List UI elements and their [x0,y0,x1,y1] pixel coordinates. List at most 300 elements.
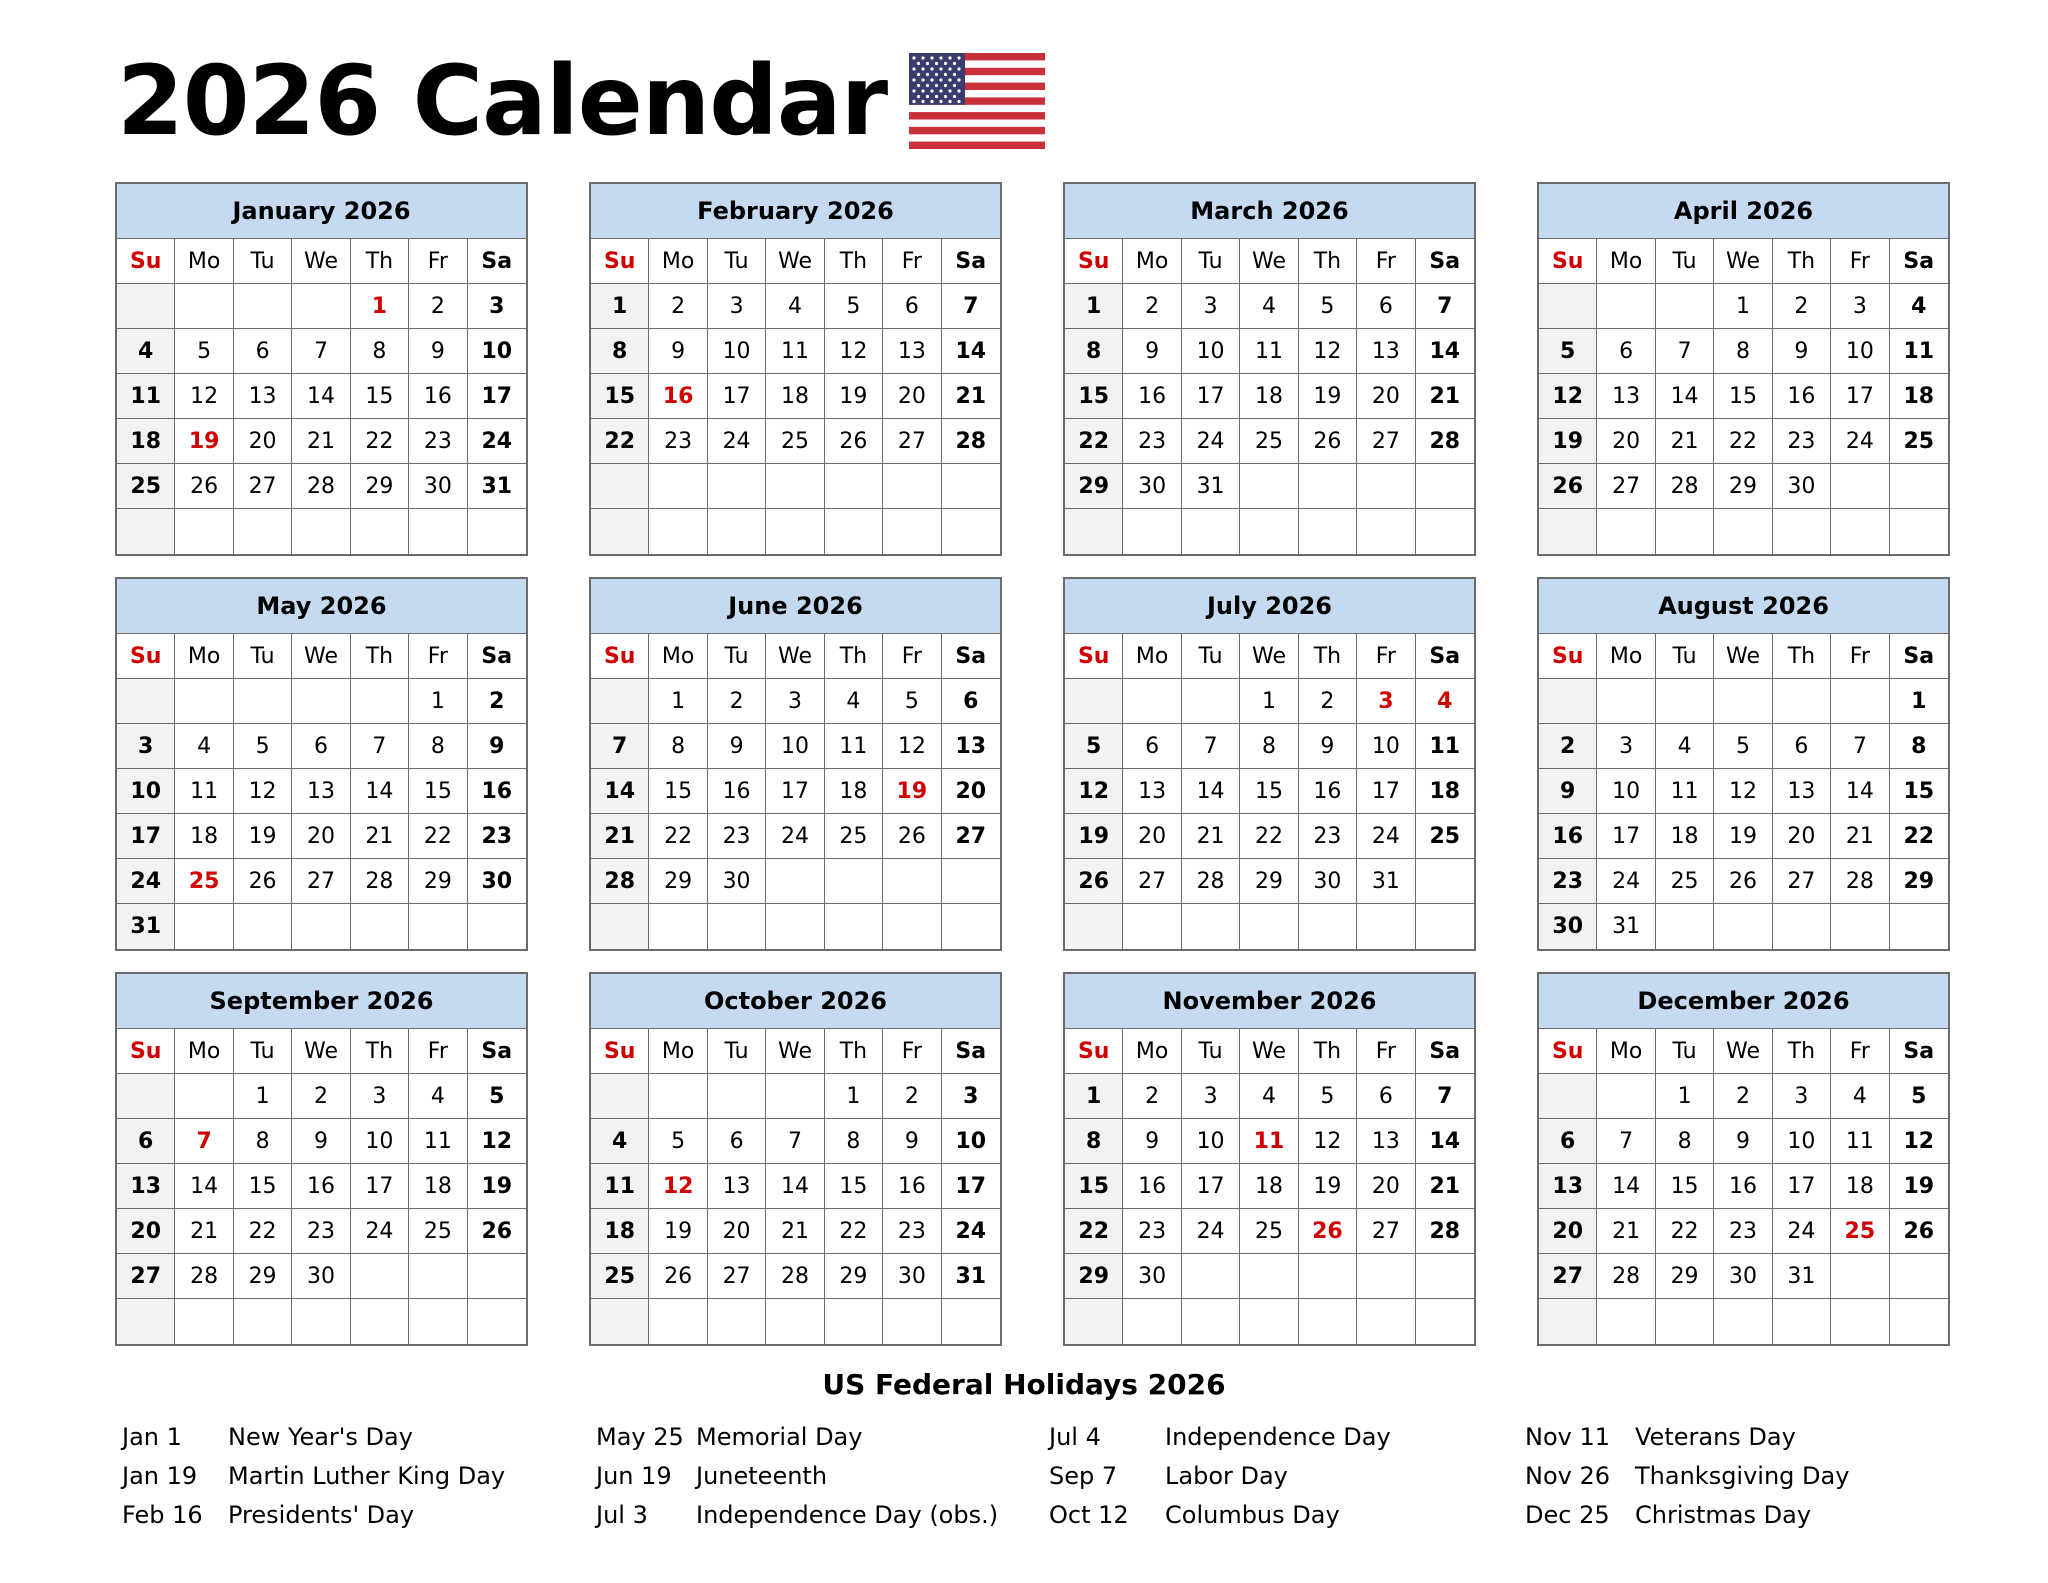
day-cell: 20 [234,419,292,464]
day-cell: 26 [1714,859,1772,904]
month-december [1537,972,1950,1346]
weekday-header: Tu [234,239,292,284]
day-cell: 1 [1240,679,1298,724]
day-cell: 2 [649,284,707,329]
holiday-column [122,1417,505,1534]
empty-day-cell [1539,679,1597,724]
weekday-header: We [292,634,350,679]
day-cell: 12 [1539,374,1597,419]
day-cell: 5 [825,284,883,329]
holiday-day-cell: 26 [1299,1209,1357,1254]
day-cell: 13 [117,1164,175,1209]
month-january [115,182,528,556]
empty-day-cell [1299,509,1357,554]
day-cell: 1 [1714,284,1772,329]
day-cell: 1 [234,1074,292,1119]
day-cell: 31 [468,464,526,509]
empty-day-cell [1773,1299,1831,1344]
day-cell: 30 [292,1254,350,1299]
empty-day-cell [1182,1299,1240,1344]
empty-day-cell [883,464,941,509]
day-cell: 15 [1065,374,1123,419]
day-cell: 28 [942,419,1000,464]
day-cell: 8 [1065,329,1123,374]
weekday-header: We [1240,634,1298,679]
holiday-item [1525,1456,1849,1495]
weekday-header: Sa [1890,239,1948,284]
weekday-header: Th [1773,634,1831,679]
day-cell: 31 [1357,859,1415,904]
holiday-item [122,1495,505,1534]
day-cell: 23 [883,1209,941,1254]
weekday-header: Su [591,1029,649,1074]
weekday-header: Th [351,239,409,284]
holiday-date: Nov 11 [1525,1422,1611,1451]
weekday-header: Su [1539,634,1597,679]
month-august [1537,577,1950,951]
day-cell: 5 [1714,724,1772,769]
empty-day-cell [1539,1299,1597,1344]
day-cell: 4 [1890,284,1948,329]
day-cell: 15 [1065,1164,1123,1209]
empty-day-cell [1065,509,1123,554]
day-cell: 20 [1539,1209,1597,1254]
day-cell: 25 [766,419,824,464]
day-cell: 14 [1656,374,1714,419]
day-cell: 15 [1656,1164,1714,1209]
day-cell: 30 [1773,464,1831,509]
day-cell: 26 [883,814,941,859]
month-march [1063,182,1476,556]
day-cell: 22 [234,1209,292,1254]
day-cell: 24 [117,859,175,904]
day-cell: 6 [1123,724,1181,769]
weekday-header: Tu [1656,239,1714,284]
day-cell: 22 [1065,1209,1123,1254]
day-cell: 19 [234,814,292,859]
holiday-date: Dec 25 [1525,1500,1610,1529]
holiday-name: Veterans Day [1635,1422,1796,1451]
day-cell: 8 [825,1119,883,1164]
empty-day-cell [351,509,409,554]
day-cell: 19 [825,374,883,419]
day-cell: 6 [117,1119,175,1164]
empty-day-cell [1416,1254,1474,1299]
holiday-date: Jan 19 [122,1461,198,1490]
empty-day-cell [942,859,1000,904]
day-cell: 14 [942,329,1000,374]
empty-day-cell [351,1299,409,1344]
day-cell: 17 [351,1164,409,1209]
day-cell: 9 [1299,724,1357,769]
day-cell: 30 [1299,859,1357,904]
day-cell: 23 [1539,859,1597,904]
weekday-header: Sa [942,239,1000,284]
weekday-header: Sa [1890,634,1948,679]
day-cell: 10 [766,724,824,769]
day-cell: 15 [234,1164,292,1209]
day-cell: 30 [1539,904,1597,949]
day-cell: 20 [1357,1164,1415,1209]
empty-day-cell [1539,284,1597,329]
day-cell: 24 [1182,419,1240,464]
empty-day-cell [1123,679,1181,724]
weekday-header: Mo [649,239,707,284]
day-cell: 30 [409,464,467,509]
day-cell: 2 [409,284,467,329]
day-cell: 29 [1065,464,1123,509]
day-cell: 5 [1890,1074,1948,1119]
empty-day-cell [292,509,350,554]
day-cell: 13 [234,374,292,419]
empty-day-cell [234,509,292,554]
day-cell: 8 [1890,724,1948,769]
day-cell: 2 [883,1074,941,1119]
day-cell: 16 [708,769,766,814]
day-cell: 25 [1890,419,1948,464]
day-cell: 14 [292,374,350,419]
day-cell: 9 [708,724,766,769]
empty-day-cell [292,1299,350,1344]
day-cell: 22 [351,419,409,464]
day-cell: 17 [1182,374,1240,419]
empty-day-cell [708,509,766,554]
day-cell: 25 [825,814,883,859]
day-cell: 13 [1597,374,1655,419]
day-cell: 19 [1299,1164,1357,1209]
day-cell: 19 [649,1209,707,1254]
day-cell: 6 [708,1119,766,1164]
weekday-header: Sa [1416,1029,1474,1074]
empty-day-cell [766,904,824,949]
day-cell: 25 [1656,859,1714,904]
day-cell: 7 [1416,1074,1474,1119]
day-cell: 24 [1773,1209,1831,1254]
day-cell: 23 [1714,1209,1772,1254]
day-cell: 25 [1240,419,1298,464]
day-cell: 16 [468,769,526,814]
day-cell: 13 [1773,769,1831,814]
empty-day-cell [942,1299,1000,1344]
day-cell: 19 [1065,814,1123,859]
day-cell: 12 [825,329,883,374]
day-cell: 15 [649,769,707,814]
day-cell: 12 [234,769,292,814]
day-cell: 10 [1831,329,1889,374]
empty-day-cell [591,1299,649,1344]
day-cell: 7 [1597,1119,1655,1164]
empty-day-cell [175,1299,233,1344]
day-cell: 7 [942,284,1000,329]
empty-day-cell [942,904,1000,949]
day-cell: 20 [883,374,941,419]
weekday-header: Mo [1123,634,1181,679]
empty-day-cell [234,679,292,724]
day-cell: 31 [1182,464,1240,509]
holiday-item [1049,1495,1391,1534]
day-cell: 9 [649,329,707,374]
day-cell: 24 [468,419,526,464]
day-cell: 15 [591,374,649,419]
weekday-header: Th [825,239,883,284]
day-cell: 9 [1773,329,1831,374]
day-cell: 18 [1831,1164,1889,1209]
holiday-date: Sep 7 [1049,1461,1118,1490]
weekday-header: Tu [234,1029,292,1074]
empty-day-cell [1656,284,1714,329]
day-cell: 8 [234,1119,292,1164]
weekday-header: Mo [1597,239,1655,284]
day-cell: 6 [883,284,941,329]
holiday-date: Nov 26 [1525,1461,1611,1490]
empty-day-cell [1773,509,1831,554]
holiday-name: Thanksgiving Day [1635,1461,1850,1490]
empty-day-cell [175,509,233,554]
day-cell: 27 [1539,1254,1597,1299]
day-cell: 7 [1831,724,1889,769]
day-cell: 16 [1773,374,1831,419]
day-cell: 3 [1182,284,1240,329]
holiday-day-cell: 25 [175,859,233,904]
empty-day-cell [1890,904,1948,949]
weekday-header: Fr [1357,1029,1415,1074]
day-cell: 29 [1890,859,1948,904]
day-cell: 4 [1240,1074,1298,1119]
empty-day-cell [649,1299,707,1344]
day-cell: 17 [942,1164,1000,1209]
day-cell: 10 [351,1119,409,1164]
day-cell: 16 [409,374,467,419]
day-cell: 8 [1065,1119,1123,1164]
empty-day-cell [351,1254,409,1299]
day-cell: 6 [234,329,292,374]
empty-day-cell [591,904,649,949]
empty-day-cell [1416,464,1474,509]
day-cell: 24 [1597,859,1655,904]
day-cell: 23 [649,419,707,464]
day-cell: 16 [883,1164,941,1209]
day-cell: 23 [1123,419,1181,464]
empty-day-cell [1123,1299,1181,1344]
weekday-header: Fr [409,239,467,284]
day-cell: 26 [649,1254,707,1299]
day-cell: 26 [1299,419,1357,464]
empty-day-cell [1299,1254,1357,1299]
weekday-header: Sa [942,1029,1000,1074]
day-cell: 6 [1357,284,1415,329]
day-cell: 19 [468,1164,526,1209]
day-cell: 26 [468,1209,526,1254]
day-cell: 14 [175,1164,233,1209]
empty-day-cell [1357,1254,1415,1299]
empty-day-cell [591,1074,649,1119]
day-cell: 24 [1357,814,1415,859]
day-cell: 21 [942,374,1000,419]
holiday-item [122,1417,505,1456]
day-cell: 28 [1416,1209,1474,1254]
day-cell: 10 [1597,769,1655,814]
holiday-day-cell: 19 [175,419,233,464]
holiday-day-cell: 3 [1357,679,1415,724]
day-cell: 19 [1890,1164,1948,1209]
day-cell: 27 [883,419,941,464]
day-cell: 1 [1065,1074,1123,1119]
weekday-header: Mo [175,634,233,679]
empty-day-cell [825,464,883,509]
day-cell: 5 [175,329,233,374]
day-cell: 7 [292,329,350,374]
day-cell: 9 [468,724,526,769]
empty-day-cell [649,904,707,949]
day-cell: 10 [1182,329,1240,374]
day-cell: 8 [591,329,649,374]
holiday-name: Columbus Day [1165,1500,1340,1529]
empty-day-cell [883,904,941,949]
day-cell: 9 [1123,329,1181,374]
weekday-header: We [292,1029,350,1074]
day-cell: 16 [1714,1164,1772,1209]
day-cell: 27 [1357,419,1415,464]
weekday-header: We [292,239,350,284]
day-cell: 16 [1539,814,1597,859]
day-cell: 11 [1240,329,1298,374]
weekday-header: Su [117,1029,175,1074]
holiday-date: Oct 12 [1049,1500,1129,1529]
day-cell: 21 [1182,814,1240,859]
day-cell: 15 [825,1164,883,1209]
day-cell: 21 [1831,814,1889,859]
holiday-item [596,1495,998,1534]
day-cell: 28 [1416,419,1474,464]
day-cell: 6 [1773,724,1831,769]
day-cell: 3 [351,1074,409,1119]
day-cell: 21 [1597,1209,1655,1254]
empty-day-cell [1416,859,1474,904]
weekday-header: Tu [1656,634,1714,679]
day-cell: 20 [708,1209,766,1254]
day-cell: 2 [1123,1074,1181,1119]
day-cell: 3 [1831,284,1889,329]
weekday-header: Su [1065,634,1123,679]
empty-day-cell [175,1074,233,1119]
empty-day-cell [351,679,409,724]
empty-day-cell [1831,464,1889,509]
day-cell: 7 [591,724,649,769]
month-june [589,577,1002,951]
day-cell: 13 [1539,1164,1597,1209]
weekday-header: Fr [883,1029,941,1074]
empty-day-cell [1123,509,1181,554]
weekday-header: We [766,1029,824,1074]
holiday-date: May 25 [596,1422,684,1451]
day-cell: 18 [1416,769,1474,814]
day-cell: 1 [825,1074,883,1119]
day-cell: 21 [766,1209,824,1254]
day-cell: 30 [1123,1254,1181,1299]
empty-day-cell [1597,509,1655,554]
day-cell: 11 [175,769,233,814]
empty-day-cell [942,509,1000,554]
holiday-name: Independence Day (obs.) [696,1500,999,1529]
day-cell: 1 [591,284,649,329]
day-cell: 28 [1597,1254,1655,1299]
weekday-header: Su [1539,239,1597,284]
day-cell: 20 [292,814,350,859]
day-cell: 3 [1773,1074,1831,1119]
day-cell: 30 [708,859,766,904]
day-cell: 28 [1831,859,1889,904]
holiday-day-cell: 25 [1831,1209,1889,1254]
day-cell: 31 [1597,904,1655,949]
weekday-header: Fr [1831,634,1889,679]
day-cell: 1 [409,679,467,724]
holiday-name: Juneteenth [696,1461,828,1490]
empty-day-cell [1890,1254,1948,1299]
empty-day-cell [1656,509,1714,554]
empty-day-cell [409,509,467,554]
day-cell: 7 [766,1119,824,1164]
empty-day-cell [1357,509,1415,554]
empty-day-cell [117,1074,175,1119]
empty-day-cell [292,284,350,329]
empty-day-cell [1416,1299,1474,1344]
day-cell: 13 [708,1164,766,1209]
day-cell: 11 [1656,769,1714,814]
empty-day-cell [1182,904,1240,949]
day-cell: 30 [1714,1254,1772,1299]
day-cell: 22 [1890,814,1948,859]
day-cell: 22 [409,814,467,859]
empty-day-cell [883,509,941,554]
day-cell: 18 [1240,1164,1298,1209]
day-cell: 11 [409,1119,467,1164]
day-cell: 1 [1065,284,1123,329]
day-cell: 13 [1357,329,1415,374]
day-cell: 29 [351,464,409,509]
day-cell: 29 [409,859,467,904]
day-cell: 29 [1656,1254,1714,1299]
day-cell: 24 [1182,1209,1240,1254]
day-cell: 17 [117,814,175,859]
day-cell: 18 [1890,374,1948,419]
day-cell: 29 [825,1254,883,1299]
empty-day-cell [409,904,467,949]
day-cell: 22 [1240,814,1298,859]
day-cell: 25 [1240,1209,1298,1254]
day-cell: 7 [1416,284,1474,329]
day-cell: 11 [1831,1119,1889,1164]
day-cell: 12 [1714,769,1772,814]
month-october [589,972,1002,1346]
empty-day-cell [117,679,175,724]
empty-day-cell [175,679,233,724]
day-cell: 22 [591,419,649,464]
day-cell: 18 [409,1164,467,1209]
day-cell: 11 [766,329,824,374]
empty-day-cell [234,284,292,329]
day-cell: 9 [409,329,467,374]
day-cell: 10 [1182,1119,1240,1164]
day-cell: 18 [591,1209,649,1254]
empty-day-cell [1890,1299,1948,1344]
month-title: August 2026 [1539,579,1948,634]
day-cell: 31 [1773,1254,1831,1299]
holiday-column [1525,1417,1849,1534]
empty-day-cell [1714,509,1772,554]
day-cell: 24 [708,419,766,464]
empty-day-cell [1831,1254,1889,1299]
month-february [589,182,1002,556]
